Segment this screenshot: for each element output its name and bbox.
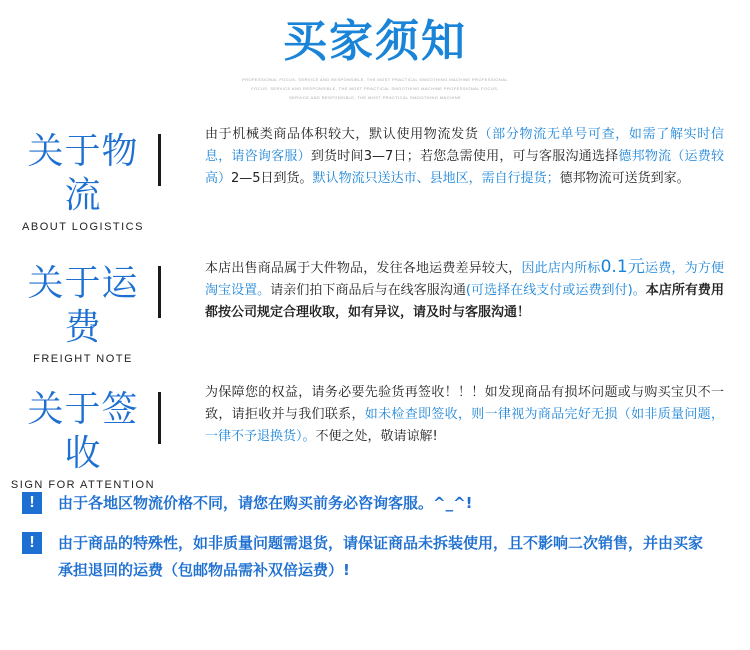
text-segment-highlight: （部分物流无单号可查，如需了解实时信息，请咨询客服） xyxy=(205,127,724,164)
notice-item xyxy=(22,490,722,520)
notice-item xyxy=(22,530,722,590)
divider-bar xyxy=(158,134,161,186)
text-segment-highlight: 如未检查即签收，则一律视为商品完好无损（如非质量问题，一律不予退换货）。 xyxy=(205,407,724,444)
text-segment: 由于机械类商品体积较大，默认使用物流发货 xyxy=(205,127,479,142)
section-text xyxy=(178,256,724,324)
text-segment: 请亲们拍下商品后与在线客服沟通 xyxy=(270,283,466,298)
subtitle-line-1: PROFESSIONAL FOCUS, SERVICE AND RESPONSIBLE, THE MOST PRACTICAL SMOOTHING MACHINE PROFESSIONAL xyxy=(242,77,508,82)
section-english-title: SIGN FOR ATTENTION xyxy=(10,479,156,491)
subtitle-line-2: FOCUS, SERVICE AND RESPONSIBLE, THE MOST PRACTICAL SMOOTHING MACHINE PROFESSIONAL FOCUS, xyxy=(251,86,499,91)
section-text xyxy=(178,382,724,448)
subtitle-line-3: SERVICE AND RESPONSIBLE, THE MOST PRACTICAL SMOOTHING MACHINE xyxy=(288,95,462,100)
text-segment: 不便之处，敬请谅解! xyxy=(315,429,438,444)
exclamation-icon: ! xyxy=(22,532,42,554)
section-logistics xyxy=(0,124,750,233)
text-segment-highlight: 因此店内所标 xyxy=(521,261,601,276)
section-text xyxy=(178,124,724,190)
section-english-title: FREIGHT NOTE xyxy=(33,353,133,365)
price-highlight: 0.1元 xyxy=(600,257,646,277)
page-title: 买家须知 xyxy=(283,16,467,67)
text-segment: 德邦物流可送货到家。 xyxy=(559,171,690,186)
exclamation-icon: ! xyxy=(22,492,42,514)
section-signing xyxy=(0,382,750,491)
notice-text: 由于各地区物流价格不同，请您在购买前务必咨询客服。^_^! xyxy=(58,494,473,512)
text-segment: 本店出售商品属于大件物品，发往各地运费差异较大， xyxy=(205,261,522,276)
text-segment-bold: 本店所有费用都按公司规定合理收取，如有异议，请及时与客服沟通！ xyxy=(205,283,724,320)
divider-bar xyxy=(158,266,161,318)
section-english-title: ABOUT LOGISTICS xyxy=(22,221,144,233)
section-title: 关于签收 xyxy=(27,389,139,474)
text-segment: 为保障您的权益，请务必要先验货再签收！！！如发现商品有损坏问题或与购买宝贝不一致，请拒收并与我们联系， xyxy=(205,385,724,422)
section-title: 关于物流 xyxy=(27,131,139,216)
section-heading xyxy=(10,130,156,234)
notice-text: 由于商品的特殊性，如非质量问题需退货，请保证商品未拆装使用，且不影响二次销售，并由买家承担退回的运费（包邮物品需补双倍运费）! xyxy=(58,534,704,579)
text-segment-highlight: (可选择在线支付或运费到付)。 xyxy=(465,283,646,298)
section-title: 关于运费 xyxy=(27,263,139,348)
divider-bar xyxy=(158,392,161,444)
text-segment-highlight: 默认物流只送达市、县地区，需自行提货； xyxy=(312,171,560,186)
section-freight xyxy=(0,256,750,365)
text-segment: 到货时间3—7日；若您急需使用，可与客服沟通选择 xyxy=(310,149,619,164)
section-heading xyxy=(10,262,156,366)
text-segment-highlight: 运费，为方便淘宝设置。 xyxy=(205,261,724,298)
text-segment: 2—5日到货。 xyxy=(231,171,313,186)
text-segment-highlight: 德邦物流（运费较高） xyxy=(205,149,724,186)
section-heading xyxy=(10,388,156,492)
